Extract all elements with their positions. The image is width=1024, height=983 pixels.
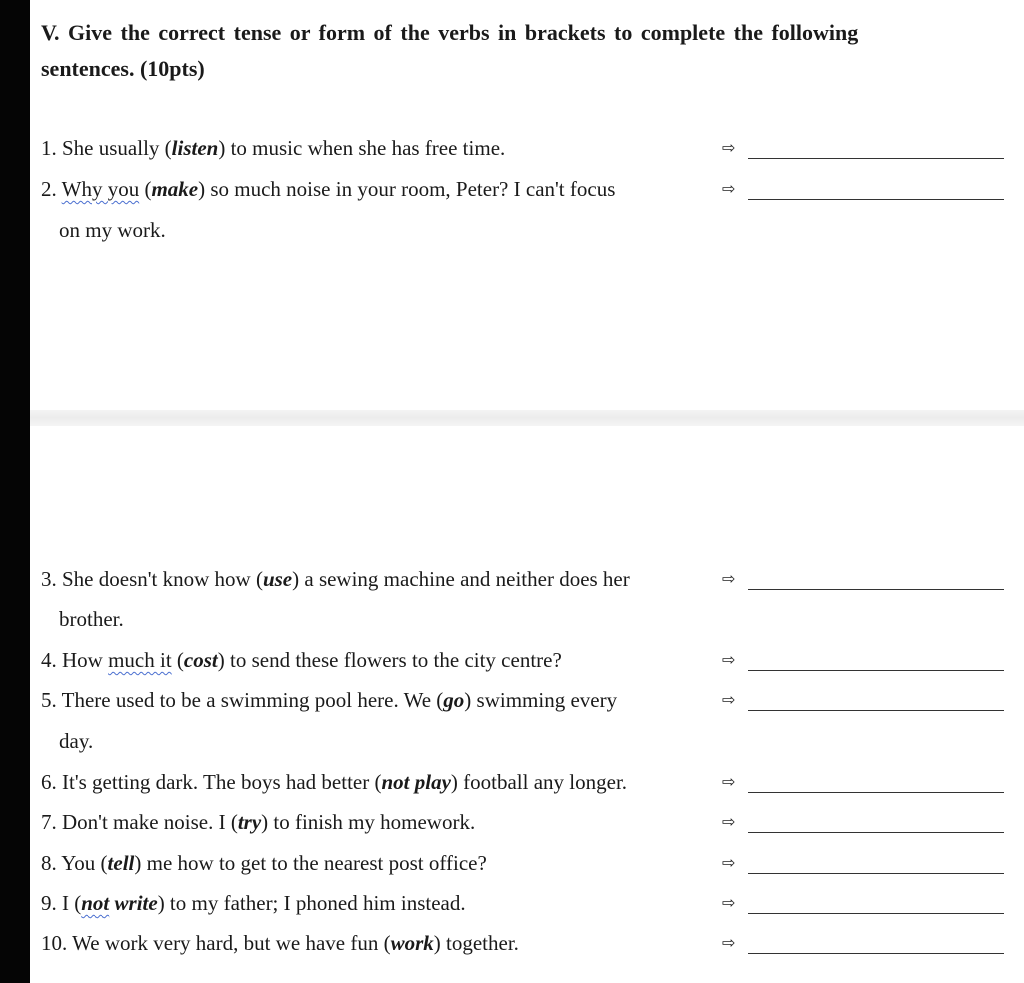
answer-blank-8[interactable] <box>748 873 1004 874</box>
question-6 <box>41 770 705 794</box>
question-text-pre: I ( <box>62 891 82 915</box>
question-text-post: ) to finish my homework. <box>261 810 476 834</box>
arrow-icon: ⇨ <box>722 772 736 791</box>
question-2-continued: on my work. <box>59 218 166 242</box>
question-verb: go <box>443 688 465 712</box>
question-10 <box>41 931 705 955</box>
question-text-post: ) me how to get to the nearest post office? <box>134 851 487 875</box>
exercise-heading: V. Give the correct tense or form of the verbs in brackets to complete the following <box>41 20 859 45</box>
question-number: 1. <box>41 136 57 160</box>
answer-blank-4[interactable] <box>748 670 1004 671</box>
question-number: 10. <box>41 931 68 955</box>
answer-blank-5[interactable] <box>748 710 1004 711</box>
arrow-icon: ⇨ <box>722 933 736 952</box>
question-verb: work <box>390 931 434 955</box>
question-9 <box>41 891 705 915</box>
exercise-heading-continued: sentences. (10pts) <box>41 56 205 81</box>
answer-blank-1[interactable] <box>748 158 1004 159</box>
question-verb: cost <box>183 648 218 672</box>
question-number: 8. <box>41 851 57 875</box>
question-verb: not play <box>381 770 451 794</box>
question-7 <box>41 810 705 834</box>
question-text-pre: Don't make noise. I ( <box>62 810 238 834</box>
question-8 <box>41 851 705 875</box>
arrow-icon: ⇨ <box>722 853 736 872</box>
question-text-pre: We work very hard, but we have fun ( <box>72 931 391 955</box>
question-text-post: ) swimming every <box>464 688 618 712</box>
question-verb: write <box>109 891 158 915</box>
answer-blank-7[interactable] <box>748 832 1004 833</box>
question-text-post: ) together. <box>433 931 519 955</box>
question-5-continued: day. <box>59 729 94 753</box>
answer-blank-9[interactable] <box>748 913 1004 914</box>
question-4 <box>41 648 705 672</box>
arrow-icon: ⇨ <box>722 138 736 157</box>
question-number: 7. <box>41 810 57 834</box>
question-text-post: ) football any longer. <box>450 770 628 794</box>
question-text-pre: She usually ( <box>62 136 172 160</box>
answer-blank-3[interactable] <box>748 589 1004 590</box>
answer-blank-6[interactable] <box>748 792 1004 793</box>
question-verb: try <box>237 810 262 834</box>
arrow-icon: ⇨ <box>722 569 736 588</box>
question-text-pre: You ( <box>61 851 108 875</box>
question-text-post: ) to my father; I phoned him instead. <box>157 891 466 915</box>
question-number: 2. <box>41 177 57 201</box>
answer-blank-2[interactable] <box>748 199 1004 200</box>
page-separator <box>30 410 1024 426</box>
question-text-pre: ( <box>139 177 152 201</box>
arrow-icon: ⇨ <box>722 690 736 709</box>
question-verb-flagged: not <box>81 891 110 915</box>
question-3-continued: brother. <box>59 607 124 631</box>
question-text-flagged: much it <box>108 648 172 672</box>
question-text-post: ) a sewing machine and neither does her <box>292 567 630 591</box>
question-text-pre: There used to be a swimming pool here. We ( <box>61 688 444 712</box>
arrow-icon: ⇨ <box>722 812 736 831</box>
arrow-icon: ⇨ <box>722 893 736 912</box>
question-number: 9. <box>41 891 57 915</box>
question-text-pre: It's getting dark. The boys had better ( <box>62 770 382 794</box>
question-text-pre: She doesn't know how ( <box>62 567 263 591</box>
left-black-bar <box>0 0 30 983</box>
question-verb: make <box>151 177 199 201</box>
question-1 <box>41 136 705 160</box>
question-text-post: ) to music when she has free time. <box>218 136 506 160</box>
question-text-pre2: ( <box>171 648 184 672</box>
question-number: 6. <box>41 770 57 794</box>
question-verb: tell <box>107 851 135 875</box>
question-text-pre: How <box>62 648 109 672</box>
question-number: 5. <box>41 688 57 712</box>
question-5 <box>41 688 705 712</box>
question-verb: use <box>262 567 293 591</box>
question-2 <box>41 177 705 201</box>
question-verb: listen <box>171 136 219 160</box>
arrow-icon: ⇨ <box>722 179 736 198</box>
arrow-icon: ⇨ <box>722 650 736 669</box>
answer-blank-10[interactable] <box>748 953 1004 954</box>
question-number: 3. <box>41 567 57 591</box>
question-number: 4. <box>41 648 57 672</box>
question-text-post: ) so much noise in your room, Peter? I can't focus <box>198 177 616 201</box>
question-text-post: ) to send these flowers to the city centre? <box>217 648 562 672</box>
question-text-flagged: Why you <box>61 177 140 201</box>
question-3 <box>41 567 705 591</box>
